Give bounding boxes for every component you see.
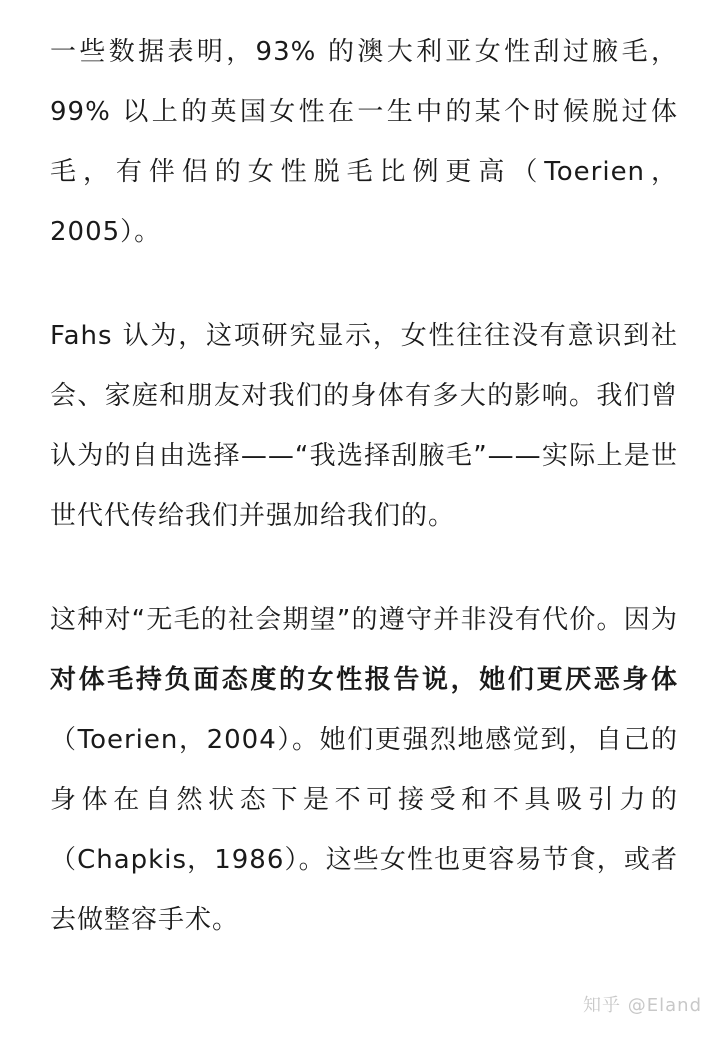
paragraph-cost-rest: （Toerien，2004）。她们更强烈地感觉到，自己的身体在自然状态下是不可接受和不具吸引力的（Chapkis，1986）。这些女性也更容易节食，或者去做整容手术。 xyxy=(50,725,678,935)
article-body xyxy=(50,22,678,950)
zhihu-watermark: 知乎 @Eland xyxy=(583,995,702,1016)
paragraph-cost xyxy=(50,590,678,950)
paragraph-fahs: Fahs 认为，这项研究显示，女性往往没有意识到社会、家庭和朋友对我们的身体有多大的影响。我们曾认为的自由选择——“我选择刮腋毛”——实际上是世世代代传给我们并强加给我们的。 xyxy=(50,321,678,531)
paragraph-cost-intro: 这种对“无毛的社会期望”的遵守并非没有代价。因为 xyxy=(50,605,678,635)
paragraph-cost-emphasis: 对体毛持负面态度的女性报告说，她们更厌恶身体 xyxy=(50,665,678,695)
paragraph-statistics: 一些数据表明，93% 的澳大利亚女性刮过腋毛，99% 以上的英国女性在一生中的某个时候脱过体毛，有伴侣的女性脱毛比例更高（Toerien，2005）。 xyxy=(50,37,678,247)
